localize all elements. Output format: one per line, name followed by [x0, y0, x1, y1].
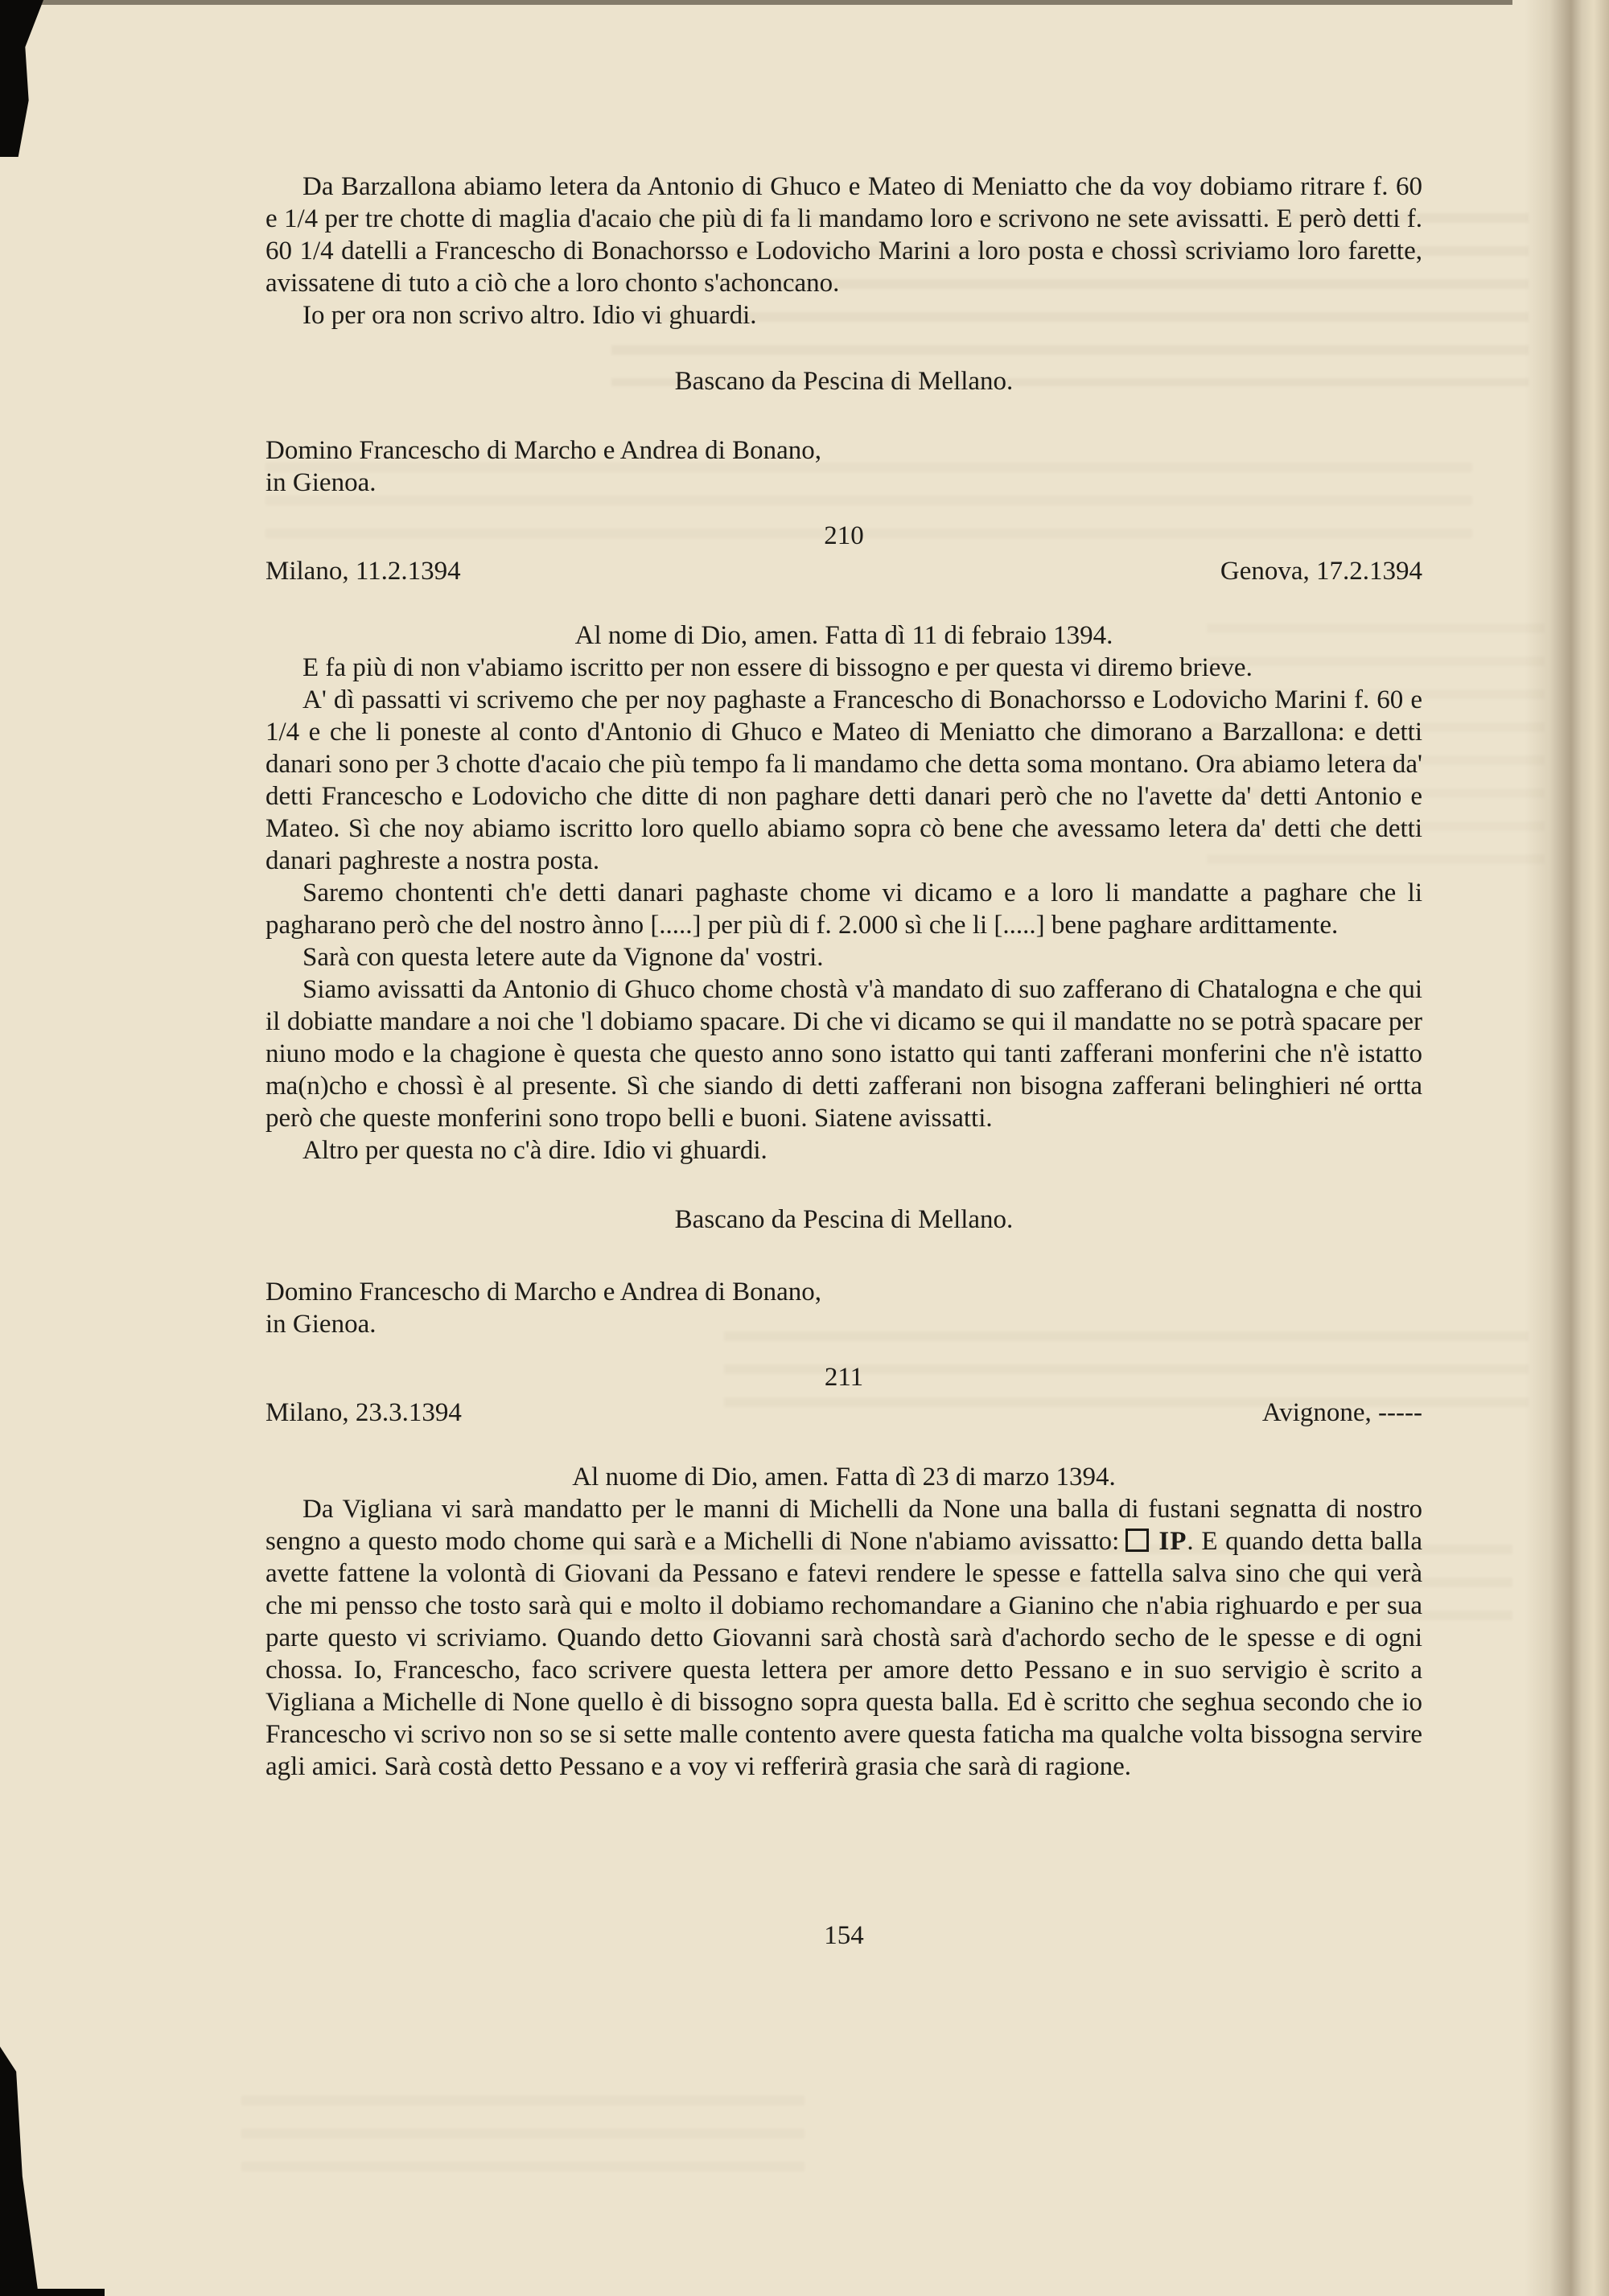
- ink-bleedthrough: [241, 2084, 804, 2180]
- address-line-2: in Gienoa.: [265, 468, 377, 497]
- dateline-origin: Milano, 23.3.1394: [265, 1398, 462, 1427]
- merchant-mark-initials: IP: [1158, 1527, 1187, 1556]
- letter-209-continuation: [265, 171, 1422, 499]
- text-block: [265, 171, 1422, 1952]
- paragraph: Sarà con questa letere aute da Vignone da' vostri.: [302, 943, 824, 972]
- letter-number: 211: [824, 1363, 864, 1392]
- paragraph: Da Barzallona abiamo letera da Antonio di Ghuco e Mateo di Meniatto che da voy dobiamo ritrare f. 60 e 1/4 per tre chotte di maglia d'acaio che più di fa li mandamo loro e scrivono ne sete avissatti. E però detti f. 60 1/4 datelli a Francescho di Bonachorsso e Lodovicho Marini a loro posta e chossì scriviamo loro farette, avissatene di tuto a ciò che a loro chonto s'achoncano.: [265, 172, 1422, 298]
- closing-line: Altro per questa no c'à dire. Idio vi ghuardi.: [302, 1136, 767, 1165]
- paragraph-text-after-mark: . E quando detta balla avette fattene la volontà di Giovani da Pessano e fatevi rendere le spesse e fattella salva sino che qui verà che mi pensso che tosto sarà qui e molto il dobiamo rechomandare a Gianino che n'abia righuardo e per sua parte questo vi scriviamo. Quando detto Giovanni sarà chostà sarà d'achordo secho de le spesse e di ogni chossa. Io, Francescho, faco scrivere questa lettera per amore detto Pessano e in suo servigio è scrito a Vigliana a Michelle di None quello è di bissogno sopra questa balla. Ed è scritto che seghua secondo che io Francescho vi scrivo non so se si sette malle contento avere questa faticha ma qualche volta bissogna servire agli amici. Sarà costà detto Pessano e a voy vi refferirà grasia che sarà di ragione.: [265, 1527, 1422, 1781]
- scan-corner-bottom-left: [0, 2047, 39, 2296]
- salutation-line: Al nome di Dio, amen. Fatta dì 11 di febraio 1394.: [574, 621, 1113, 650]
- salutation-line: Al nuome di Dio, amen. Fatta dì 23 di marzo 1394.: [572, 1463, 1116, 1492]
- signature-line: Bascano da Pescina di Mellano.: [674, 1205, 1014, 1234]
- paragraph: Siamo avissatti da Antonio di Ghuco chome chostà v'à mandato di suo zafferano di Chatalogna e che qui il dobiatte mandare a noi che 'l dobiamo spacare. Di che vi dicamo se qui il mandatte no se potrà spacare per niuno modo e la chagione è questa che questo anno sono istatto qui tanti zafferani monferini che n'è istatto ma(n)cho e chossì è al presente. Sì che siando di detti zafferani non bisogna zafferani belinghieri né ortta però che queste monferini sono tropo belli e buoni. Siatene avissatti.: [265, 975, 1422, 1133]
- dateline: [265, 555, 1422, 587]
- scan-corner-top-left: [0, 0, 43, 157]
- paragraph: E fa più di non v'abiamo iscritto per non essere di bissogno e per questa vi diremo brieve.: [302, 653, 1253, 682]
- address-line-1: Domino Francescho di Marcho e Andrea di Bonano,: [265, 436, 822, 465]
- letter-210: [265, 520, 1422, 1340]
- dateline-origin: Milano, 11.2.1394: [265, 557, 461, 586]
- paragraph: [265, 1493, 1422, 1783]
- paragraph: A' dì passatti vi scrivemo che per noy paghaste a Francescho di Bonachorsso e Lodovicho Marini f. 60 e 1/4 e che li poneste al conto d'Antonio di Ghuco e Mateo di Meniatto che dimorano a Barzallona: e detti danari sono per 3 chotte d'acaio che più tempo fa li mandamo che detta soma montano. Ora abiamo letera da' detti Francescho e Lodovicho che ditte di non paghare detti danari però che no l'avette da' detti Antonio e Mateo. Sì che noy abiamo iscritto loro quello abiamo sopra cò bene che avessamo letera da' detti che detti danari paghreste a nostra posta.: [265, 685, 1422, 875]
- page-number: 154: [824, 1921, 864, 1950]
- dateline-destination: Avignone, -----: [1261, 1398, 1422, 1427]
- signature-line: Bascano da Pescina di Mellano.: [674, 367, 1014, 396]
- dateline: [265, 1397, 1422, 1429]
- letter-211: [265, 1361, 1422, 1783]
- paragraph: Saremo chontenti ch'e detti danari paghaste chome vi dicamo e a loro li mandatte a paghare che li pagharano però che del nostro ànno [.....] per più di f. 2.000 sì che li [.....] bene paghare ardittamente.: [265, 878, 1422, 940]
- letter-number: 210: [824, 521, 864, 550]
- merchant-mark-square-icon: [1125, 1529, 1149, 1552]
- scan-edge-bottom: [0, 2289, 105, 2296]
- address-line-1: Domino Francescho di Marcho e Andrea di Bonano,: [265, 1278, 822, 1306]
- dateline-destination: Genova, 17.2.1394: [1220, 557, 1422, 586]
- address-line-2: in Gienoa.: [265, 1310, 377, 1339]
- page-gutter-shadow: [1525, 0, 1609, 2296]
- paragraph-text-before-mark: Da Vigliana vi sarà mandatto per le manni di Michelli da None una balla di fustani segnatta di nostro sengno a questo modo chome qui sarà e a Michelli di None n'abiamo avissatto:: [265, 1495, 1422, 1556]
- scan-edge-top: [0, 0, 1512, 5]
- closing-line: Io per ora non scrivo altro. Idio vi ghuardi.: [302, 301, 757, 330]
